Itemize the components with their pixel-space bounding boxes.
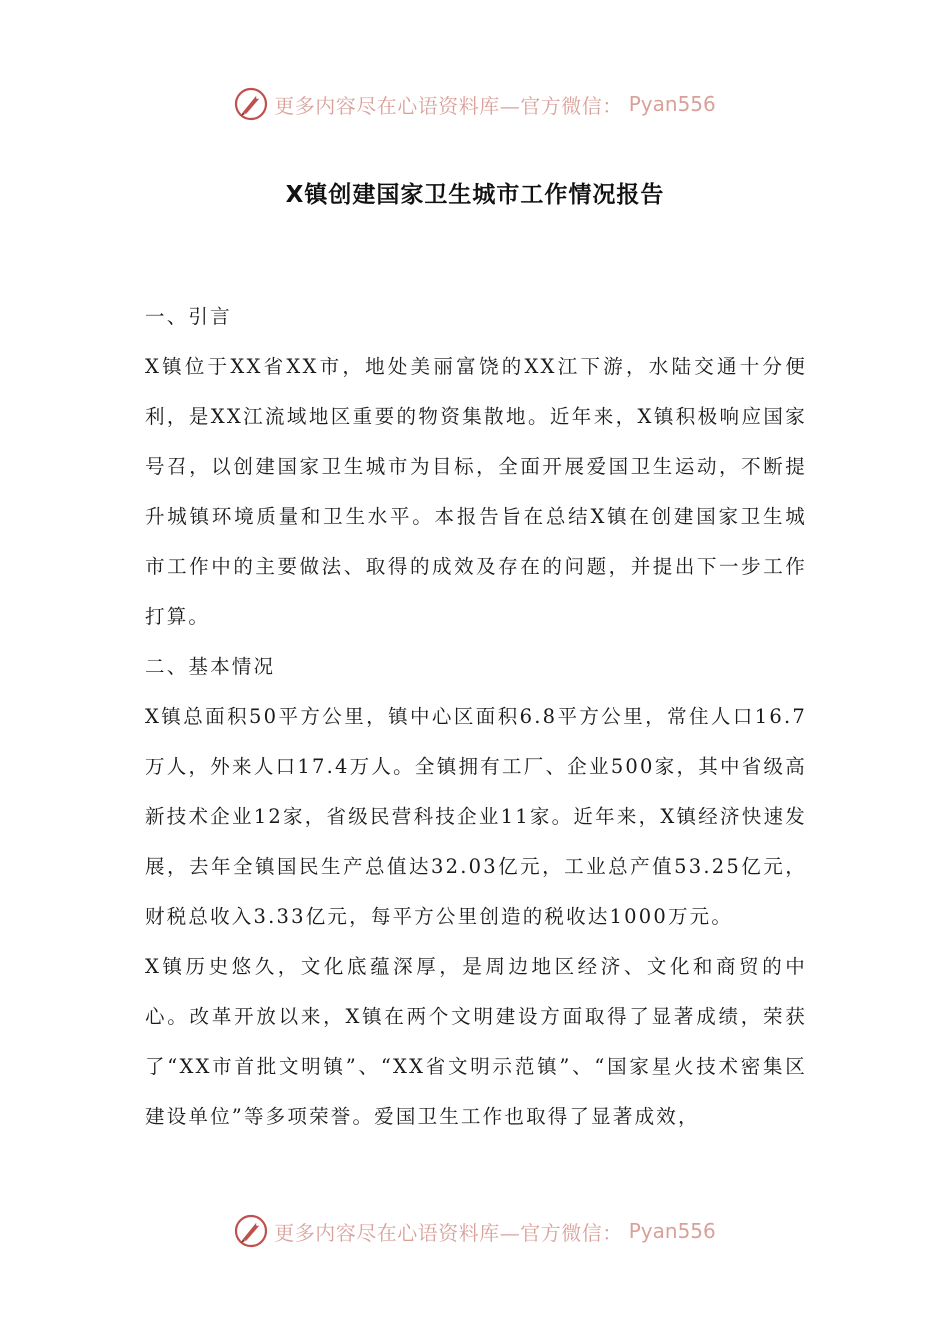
section-heading-intro: 一、引言 <box>145 305 232 328</box>
pen-logo-icon <box>234 1214 268 1248</box>
paragraph-basic-info-2: X镇历史悠久，文化底蕴深厚，是周边地区经济、文化和商贸的中心。改革开放以来，X镇在两个文明建设方面取得了显著成绩，荣获了“XX市首批文明镇”、“XX省文明示范镇”、“国家星火技术密集区建设单位”等多项荣誉。爱国卫生工作也取得了显著成效， <box>145 955 807 1128</box>
document-body <box>145 292 807 1142</box>
paragraph-intro: X镇位于XX省XX市，地处美丽富饶的XX江下游，水陆交通十分便利，是XX江流域地区重要的物资集散地。近年来，X镇积极响应国家号召，以创建国家卫生城市为目标，全面开展爱国卫生运动，不断提升城镇环境质量和卫生水平。本报告旨在总结X镇在创建国家卫生城市工作中的主要做法、取得的成效及存在的问题，并提出下一步工作打算。 <box>145 355 807 628</box>
watermark-text: 更多内容尽在心语资料库—官方微信： <box>274 93 623 118</box>
watermark-handle: Pyan556 <box>628 1219 716 1243</box>
watermark-text: 更多内容尽在心语资料库—官方微信： <box>274 1220 623 1245</box>
section-heading-basic-info: 二、基本情况 <box>145 655 276 678</box>
paragraph-basic-info-1: X镇总面积50平方公里，镇中心区面积6.8平方公里，常住人口16.7万人，外来人口17.4万人。全镇拥有工厂、企业500家，其中省级高新技术企业12家，省级民营科技企业11家。近年来，X镇经济快速发展，去年全镇国民生产总值达32.03亿元，工业总产值53.25亿元，财税总收入3.33亿元，每平方公里创造的税收达1000万元。 <box>145 705 807 928</box>
pen-logo-icon <box>234 87 268 121</box>
watermark-footer <box>0 1211 950 1251</box>
watermark-handle: Pyan556 <box>628 92 716 116</box>
document-title: X镇创建国家卫生城市工作情况报告 <box>285 182 665 208</box>
watermark-header <box>0 84 950 124</box>
